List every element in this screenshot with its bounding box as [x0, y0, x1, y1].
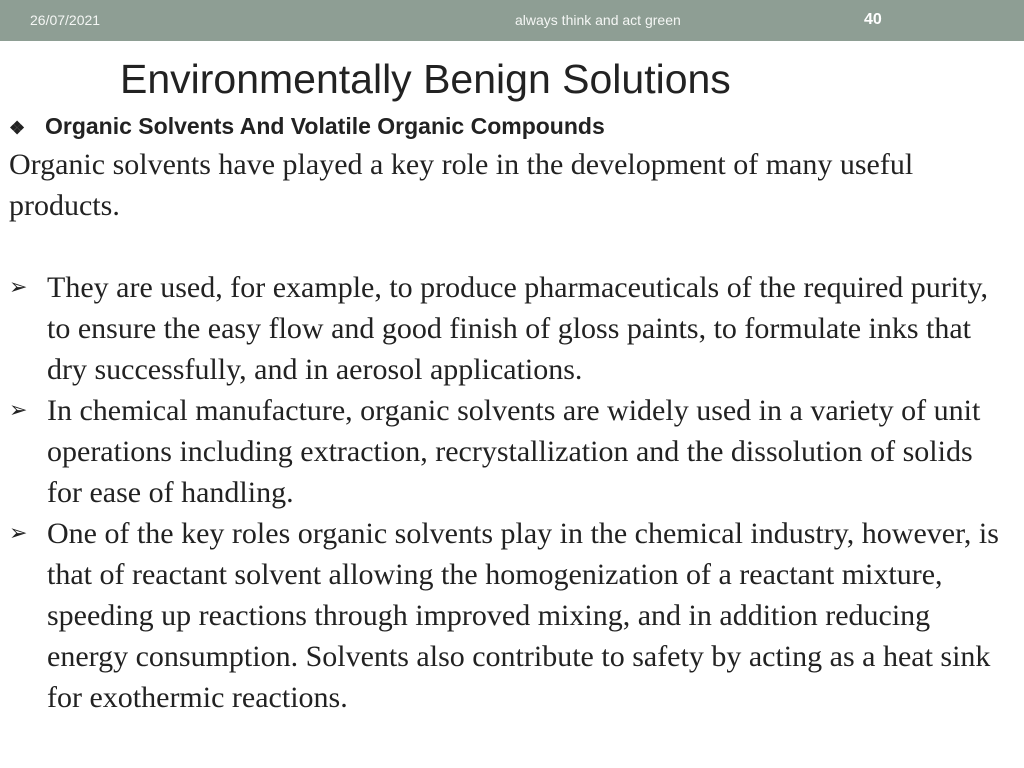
arrowhead-bullet-icon: ➢ [9, 275, 28, 300]
slide-footer-text: always think and act green [515, 12, 681, 28]
arrowhead-bullet-icon: ➢ [9, 521, 28, 546]
intro-paragraph: Organic solvents have played a key role in the development of many useful products. [9, 148, 914, 222]
slide-number: 40 [864, 11, 882, 28]
bullet-item [9, 390, 1014, 513]
bullet-item [9, 513, 1014, 718]
bullet-item [9, 267, 1014, 390]
bullet-text: They are used, for example, to produce pharmaceuticals of the required purity, to ensure the easy flow and good finish of gloss paints, to formulate inks that dry successfully, and in aerosol applications. [47, 271, 989, 386]
bullet-text: In chemical manufacture, organic solvents are widely used in a variety of unit operations including extraction, recrystallization and the dissolution of solids for ease of handling. [47, 394, 981, 509]
slide-date: 26/07/2021 [30, 12, 101, 28]
bullet-list [9, 267, 1014, 718]
header-bar [0, 0, 1024, 41]
slide-title: Environmentally Benign Solutions [120, 56, 731, 102]
bullet-text: One of the key roles organic solvents play in the chemical industry, however, is that of reactant solvent allowing the homogenization of a reactant mixture, speeding up reactions through improved mixing, and in addition reducing energy consumption. Solvents also contribute to safety by acting as a heat sink for exothermic reactions. [47, 517, 999, 714]
subheading-text: Organic Solvents And Volatile Organic Compounds [45, 113, 605, 139]
four-point-diamond-icon: ❖ [9, 118, 26, 138]
arrowhead-bullet-icon: ➢ [9, 398, 28, 423]
subheading [9, 113, 605, 140]
